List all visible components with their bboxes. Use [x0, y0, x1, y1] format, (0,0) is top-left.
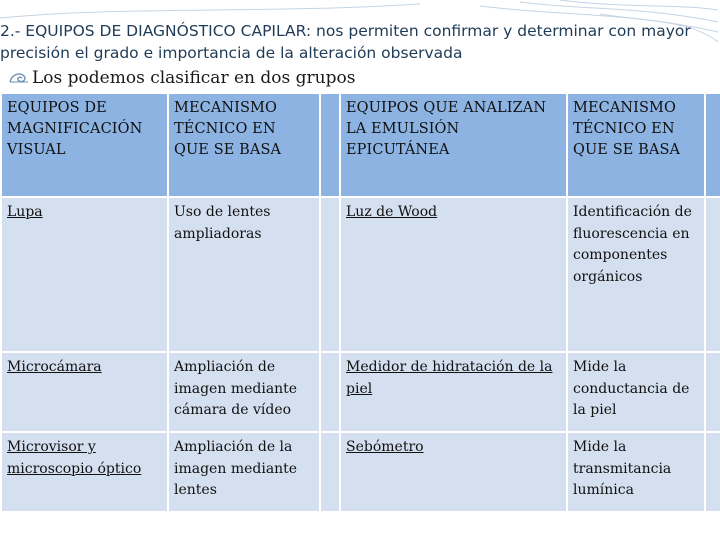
row-edge [706, 433, 720, 511]
slide-title: 2.- EQUIPOS DE DIAGNÓSTICO CAPILAR: nos permiten confirmar y determinar con mayor precisión el grado e importancia de la alteración observada [0, 22, 691, 62]
link-microvisor[interactable]: Microvisor y microscopio óptico [7, 439, 142, 477]
header-spacer [321, 94, 339, 196]
link-medidor-hidratacion[interactable]: Medidor de hidratación de la piel [346, 359, 553, 397]
row-spacer [321, 353, 339, 431]
subtitle-text: Los podemos clasificar en dos grupos [32, 68, 356, 88]
header-edge [706, 94, 720, 196]
table-cell-r2c3 [341, 353, 566, 431]
header-cell-mechanism-2: MECANISMO TÉCNICO EN QUE SE BASA [568, 94, 704, 196]
row-edge [706, 198, 720, 351]
link-luz-de-wood[interactable]: Luz de Wood [346, 204, 438, 220]
link-lupa[interactable]: Lupa [7, 204, 43, 220]
row-spacer [321, 433, 339, 511]
table-cell-r3c1 [2, 433, 167, 511]
header-cell-equipment-emulsion: EQUIPOS QUE ANALIZAN LA EMULSIÓN EPICUTÁNEA [341, 94, 566, 196]
table-cell-r2c4: Mide la conductancia de la piel [568, 353, 704, 431]
row-spacer [321, 198, 339, 351]
header-cell-mechanism-1: MECANISMO TÉCNICO EN QUE SE BASA [169, 94, 319, 196]
table-cell-r3c2: Ampliación de la imagen mediante lentes [169, 433, 319, 511]
table-cell-r3c3 [341, 433, 566, 511]
table-cell-r1c2: Uso de lentes ampliadoras [169, 198, 319, 351]
table-cell-r2c1 [2, 353, 167, 431]
table-cell-r2c2: Ampliación de imagen mediante cámara de vídeo [169, 353, 319, 431]
table-cell-r1c3 [341, 198, 566, 351]
swirl-bullet-icon [8, 70, 30, 86]
link-sebometro[interactable]: Sebómetro [346, 439, 424, 455]
slide-subtitle [8, 66, 355, 90]
table-cell-r1c4: Identificación de fluorescencia en componentes orgánicos [568, 198, 704, 351]
row-edge [706, 353, 720, 431]
equipment-table [2, 94, 720, 534]
header-cell-equipment-magnification: EQUIPOS DE MAGNIFICACIÓN VISUAL [2, 94, 167, 196]
link-microcamara[interactable]: Microcámara [7, 359, 102, 375]
table-cell-r3c4: Mide la transmitancia lumínica [568, 433, 704, 511]
table-cell-r1c1 [2, 198, 167, 351]
